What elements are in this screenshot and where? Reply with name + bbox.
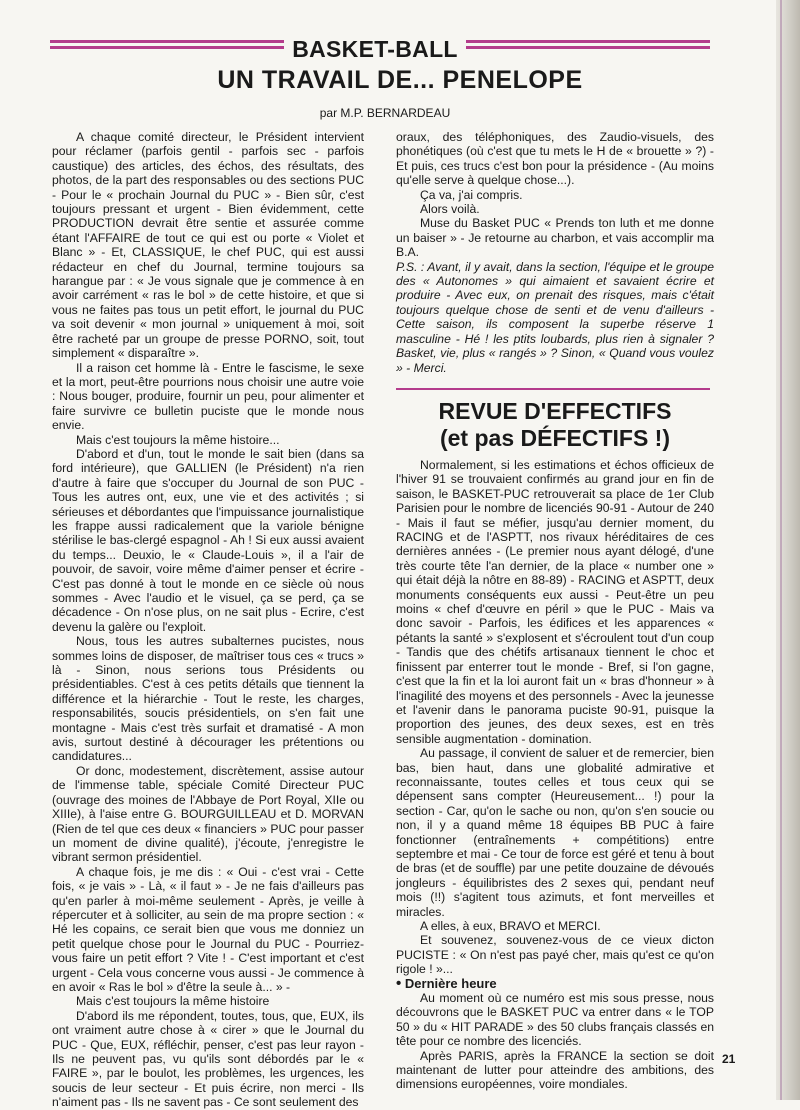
decorative-stripes-left <box>50 40 284 49</box>
paragraph: Après PARIS, après la FRANCE la section se doit maintenant de lutter pour atteindre des ambitions, des dimensions européennes, voire mondiales. <box>396 1048 714 1092</box>
paragraph: Au passage, il convient de saluer et de remercier, bien bas, bien haut, dans une globalité admirative et reconnaissante, toutes celles et tous ceux qui se dépensent sans compter (Heureusement... !) pour la section - Car, qu'on le sache ou non, qu'on s'en soucie ou non, il y a quand même 18 équipes BB PUC à faire fonctionner (entraînements + compétitions) entre septembre et mai - Ce tour de force est géré et tenu à bout de bras (et de souffle) par une petite douzaine de dévoués jongleurs - équilibristes des 2 sexes qui, pendant neuf mois (!!) s'agitent tous azimuts, et font merveilles et miracles. <box>396 746 714 919</box>
section-divider <box>396 388 710 390</box>
subheading-text: Dernière heure <box>404 975 497 991</box>
article-title: UN TRAVAIL DE... PENELOPE <box>217 66 583 94</box>
paragraph: A chaque comité directeur, le Président intervient pour réclamer (parfois gentil - parfois sec - parfois caustique) des articles, des échos, des résultats, des photos, de la part des responsables ou des sections PUC - Pour le « prochain Journal du PUC » - Bien sûr, c'est toujours pressant et urgent - Bien évidemment, cette PRODUCTION devrait être sentie et assurée comme étant l'AFFAIRE de tout ce qui est ou porte « Violet et Blanc » - Et, CLASSIQUE, le chef PUC, qui est aussi rédacteur en chef du Journal, termine toujours sa harangue par : « Je vous signale que je commence à en avoir carrément « ras le bol » de cette histoire, et que si vous ne faites pas tous un petit effort, le journal du PUC va soit devenir « mon journal » uniquement à moi, soit être racheté par un groupe de presse PORNO, soit, tout simplement « disparaître ». <box>52 130 364 361</box>
paragraph: Au moment où ce numéro est mis sous presse, nous découvrons que le BASKET PUC va entrer dans « le TOP 50 » du « HIT PARADE » des 50 clubs français classés en tête pour ce nombre des licenciés. <box>396 991 714 1049</box>
paragraph: Ça va, j'ai compris. <box>420 187 523 202</box>
article2-column <box>396 458 714 1092</box>
page-number: 21 <box>722 1052 736 1066</box>
article-column-right-top <box>396 130 714 375</box>
article2-title <box>396 398 714 452</box>
section-heading: BASKET-BALL <box>292 36 458 62</box>
paragraph: oraux, des téléphoniques, des Zaudio-visuels, des phonétiques (où c'est que tu mets le H de « brouette » ?) - Et puis, ces trucs c'est bon pour la présidence - (Au moins qu'elle serve à quelque chose...). <box>396 130 714 188</box>
subheading <box>396 974 714 992</box>
postscript: P.S. : Avant, il y avait, dans la section, l'équipe et le groupe des « Autonomes » qui aimaient et savaient écrire et produire - Avec eux, on prenait des risques, mais c'était toujours quelque chose de senti et de venu d'ailleurs - Cette saison, ils composent la superbe réserve 1 masculine - Hé ! les ptits loubards, plus rien à signaler ? Basket, vie, plus « rangés » ? Sinon, « Quand vous voulez » - Merci. <box>396 259 714 375</box>
paragraph: Nous, tous les autres subalternes pucistes, nous sommes loins de disposer, de maîtriser tous ces « trucs » là - Sinon, nous serions tous Présidents ou présidentiables. C'est à ces petits détails que tiennent la différence et la hiérarchie - Tout le reste, les charges, responsabilités, soucis présidentiels, on s'en fait une montagne - Mais c'est très surfait et dramatisé - A mon avis, surtout destiné à décourager les prétentions ou candidatures... <box>52 634 364 764</box>
article2-title-line1: REVUE D'EFFECTIFS <box>438 398 672 424</box>
article2-title-line2: (et pas DÉFECTIFS !) <box>439 425 670 451</box>
paragraph: Et souvenez, souvenez-vous de ce vieux dicton PUCISTE : « On n'est pas payé cher, mais qu'est ce qu'on rigole ! »... <box>396 933 714 977</box>
paragraph: Mais c'est toujours la même histoire <box>76 994 270 1009</box>
paragraph: Muse du Basket PUC « Prends ton luth et me donne un baiser » - Je retourne au charbon, et vais accomplir ma B.A. <box>396 216 714 260</box>
paragraph: D'abord et d'un, tout le monde le sait bien (dans sa ford intérieure), que GALLIEN (le Président) n'a rien d'autre à faire que s'occuper du Journal de son PUC - Tous les autres ont, eux, une vie et des activités ; si sérieuses et débordantes que l'impuissance journalistique les frappe aussi radicalement que la variole bénigne stérilise le bas-clergé espagnol - Ah ! Si eux aussi avaient du temps... Deuxio, le « Claude-Louis », il a l'air de pouvoir, de savoir, voire même d'aimer penser et écrire - C'est pas donné à tout le monde en ce siècle où nous sommes - Avec l'audio et le visuel, ça se perd, ça se décadence - On n'ose plus, on ne sait plus - Ecrire, c'est devenu la galère ou l'exploit. <box>52 446 364 634</box>
paragraph: Or donc, modestement, discrètement, assise autour de l'immense table, spéciale Comité Directeur PUC (ouvrage des moines de l'Abbaye de Port Royal, XIIe ou XIIIe), à l'aise entre G. BOURGUILLEAU et D. MORVAN (Rien de tel que ces deux « financiers » PUC pour passer un moment de divine qualité), j'écoute, j'enregistre le vibrant sermon présidentiel. <box>52 763 364 865</box>
decorative-stripes-right <box>466 40 710 49</box>
paragraph: Alors voilà. <box>420 202 480 217</box>
page-edge <box>776 0 800 1100</box>
article-column-left <box>52 130 364 1110</box>
paragraph: A chaque fois, je me dis : « Oui - c'est vrai - Cette fois, « je vais » - Là, « il faut » - Je ne fais d'ailleurs pas qu'en parler à moi-même seulement - Après, je veille à répercuter et à solliciter, au sein de ma propre section : « Hé les copains, ce serait bien que vous me donniez un petit quelque chose pour le Journal du PUC - Pourriez-vous faire un petit effort ? Vite ! - C'est important et c'est urgent - Cela vous concerne vous aussi - Je commence à en avoir « Ras le bol » d'être la seule à... » - <box>52 864 364 994</box>
paragraph: Normalement, si les estimations et échos officieux de l'hiver 91 se trouvaient confirmés au grand jour en fin de saison, le BASKET-PUC retrouverait sa place de 1er Club Parisien pour le nombre de licenciés 90-91 - Autour de 240 - Mais il faut se méfier, jusqu'au dernier moment, du RACING et de l'ASPTT, nos rivaux héréditaires de ces dernières années - (Le premier nous ayant délogé, d'une très courte tête l'an dernier, de la place « number one » qui était déjà la nôtre en 88-89) - RACING et ASPTT, deux monuments conséquents eux aussi - Peut-être un peu moins « chef d'œuvre en péril » que le PUC - Mais va donc savoir - Parfois, les édifices et les apparences « pétants la santé » s'explosent et s'écroulent tout d'un coup - Tandis que des chétifs artisanaux tiennent le choc et finissent par enterrer tout le monde - Bref, si l'on gagne, c'est que la fin et la loi auront fait un « bras d'honneur » à l'inagilité des moyens et des personnels - Avec la jeunesse et l'avenir dans le panorama puciste 90-91, puisque la proportion des jeunes, des deux sexes, est en très sensible augmentation - domination. <box>396 458 714 746</box>
bullet-icon: • <box>396 974 402 992</box>
paragraph: Il a raison cet homme là - Entre le fascisme, le sexe et la mort, peut-être pourrions nous choisir une autre voie : Nous bouger, produire, fournir un peu, pour alimenter et faire survivre ce bulletin puciste que le monde nous envie. <box>52 360 364 433</box>
byline: par M.P. BERNARDEAU <box>319 106 451 120</box>
paragraph: A elles, à eux, BRAVO et MERCI. <box>420 919 601 933</box>
paragraph: D'abord ils me répondent, toutes, tous, que, EUX, ils ont vraiment autre chose à « cirer » que le Journal du PUC - Que, EUX, réfléchir, penser, c'est pas leur rayon - Ils ne peuvent pas, vu qu'ils sont débordés par le « FAIRE », par le boulot, les problèmes, les urgences, les soucis de leur secteur - Et puis écrire, non merci - Ils n'aiment pas - Ils ne savent pas - Ce sont seulement des <box>52 1008 364 1110</box>
paragraph: Mais c'est toujours la même histoire... <box>76 432 280 447</box>
